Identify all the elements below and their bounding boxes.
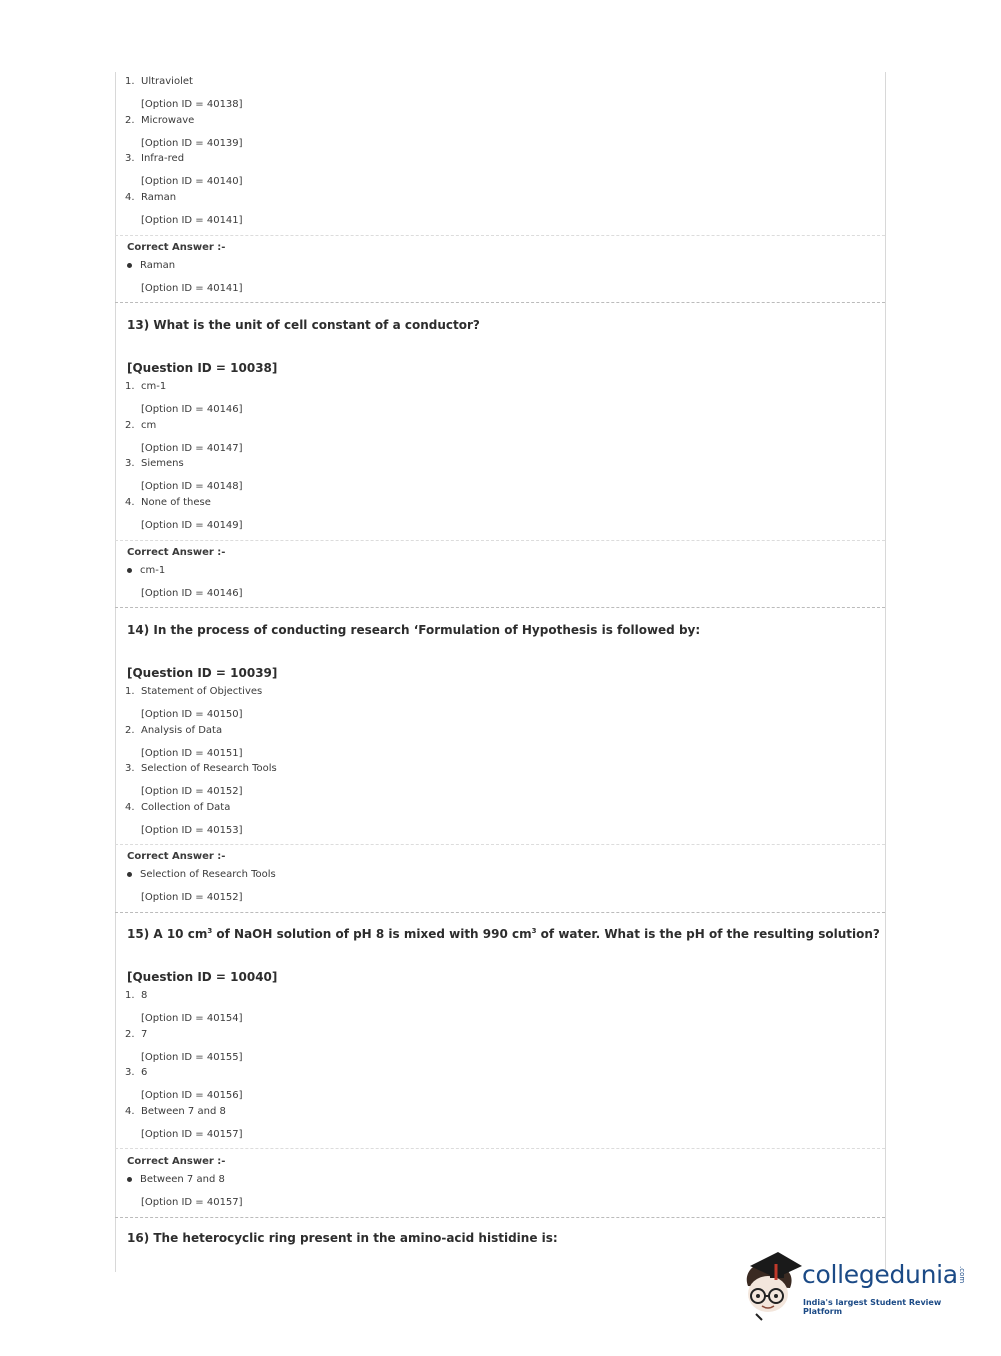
option-id: [Option ID = 40153] [141, 824, 243, 836]
option-row [115, 1064, 885, 1103]
option-id: [Option ID = 40149] [141, 519, 243, 531]
correct-answer-option-id: [Option ID = 40141] [141, 283, 243, 294]
option-row [115, 73, 885, 112]
option-row [115, 417, 885, 456]
correct-answer-option-id: [Option ID = 40157] [141, 1197, 243, 1208]
question-title: 13) What is the unit of cell constant of a conductor? [127, 318, 480, 332]
option-number: 4. [125, 801, 135, 813]
correct-answer-value: Raman [127, 260, 175, 271]
correct-answer-label: Correct Answer :- [127, 242, 226, 253]
question-14-header [115, 623, 885, 683]
option-number: 3. [125, 153, 135, 164]
option-number: 1. [125, 381, 135, 392]
option-id: [Option ID = 40156] [141, 1090, 243, 1101]
logo-domain-suffix: .com [958, 1266, 966, 1284]
option-id: [Option ID = 40151] [141, 747, 243, 759]
q13-options [115, 378, 885, 532]
option-text: cm-1 [141, 381, 167, 392]
logo-tagline: India's largest Student Review Platform [803, 1298, 942, 1316]
option-id: [Option ID = 40152] [141, 786, 243, 797]
divider [115, 235, 885, 236]
option-text: Statement of Objectives [141, 686, 263, 697]
question-id: [Question ID = 10039] [127, 666, 278, 680]
option-number: 4. [125, 191, 135, 203]
option-row [115, 112, 885, 151]
option-text: Raman [141, 191, 177, 203]
question-15-header [115, 927, 885, 987]
option-id: [Option ID = 40148] [141, 481, 243, 492]
correct-answer-value: cm-1 [127, 565, 165, 576]
divider [115, 1148, 885, 1149]
option-text: Infra-red [141, 153, 185, 164]
question-title: 15) A 10 $cm^3$ of NaOH solution of pH 8 is mixed with 990 $cm^3$ of water. What is the pH of the resulting solution? [127, 927, 880, 941]
option-text: Ultraviolet [141, 76, 193, 87]
q14-options [115, 683, 885, 837]
option-id: [Option ID = 40150] [141, 709, 243, 720]
divider [115, 540, 885, 541]
option-number: 3. [125, 763, 135, 774]
option-id: [Option ID = 40154] [141, 1013, 243, 1024]
option-number: 2. [125, 114, 135, 126]
option-id: [Option ID = 40157] [141, 1128, 243, 1140]
option-id: [Option ID = 40147] [141, 442, 243, 454]
option-number: 3. [125, 1067, 135, 1078]
divider [115, 844, 885, 845]
question-13-header [115, 318, 885, 378]
correct-answer-label: Correct Answer :- [127, 1156, 226, 1167]
q15-correct-answer [115, 1154, 885, 1214]
option-number: 1. [125, 76, 135, 87]
option-id: [Option ID = 40138] [141, 99, 243, 110]
q12-correct-answer [115, 240, 885, 300]
option-row [115, 494, 885, 533]
option-text: Microwave [141, 114, 195, 126]
option-text: Analysis of Data [141, 724, 223, 736]
option-id: [Option ID = 40141] [141, 214, 243, 226]
option-row [115, 799, 885, 838]
option-row [115, 722, 885, 761]
option-id: [Option ID = 40140] [141, 176, 243, 187]
option-row [115, 378, 885, 417]
q13-correct-answer [115, 545, 885, 605]
option-id: [Option ID = 40155] [141, 1051, 243, 1063]
option-row [115, 683, 885, 722]
option-text: cm [141, 419, 157, 431]
option-text: Selection of Research Tools [141, 763, 277, 774]
question-divider [115, 607, 885, 608]
bullet-icon [127, 568, 132, 573]
option-number: 2. [125, 419, 135, 431]
option-row [115, 455, 885, 494]
option-id: [Option ID = 40139] [141, 137, 243, 149]
option-number: 3. [125, 458, 135, 469]
correct-answer-value: Selection of Research Tools [127, 869, 276, 880]
option-text: 7 [141, 1028, 148, 1040]
option-number: 4. [125, 496, 135, 508]
option-text: 6 [141, 1067, 148, 1078]
q15-options [115, 987, 885, 1141]
correct-answer-label: Correct Answer :- [127, 547, 226, 558]
question-id: [Question ID = 10038] [127, 361, 278, 375]
option-row [115, 760, 885, 799]
logo-wordmark: collegedunia [802, 1260, 958, 1289]
q12-options [115, 73, 885, 227]
option-id: [Option ID = 40146] [141, 404, 243, 415]
question-divider [115, 912, 885, 913]
mascot-icon [740, 1248, 804, 1323]
bullet-icon [127, 872, 132, 877]
question-title: 16) The heterocyclic ring present in the amino-acid histidine is: [127, 1231, 558, 1245]
bullet-icon [127, 1177, 132, 1182]
question-title: 14) In the process of conducting research ‘Formulation of Hypothesis is followed by: [127, 623, 701, 637]
q14-correct-answer [115, 849, 885, 909]
option-text: 8 [141, 990, 148, 1001]
option-row [115, 189, 885, 228]
option-text: Siemens [141, 458, 184, 469]
option-number: 2. [125, 1028, 135, 1040]
question-divider [115, 1217, 885, 1218]
option-number: 1. [125, 686, 135, 697]
question-id: [Question ID = 10040] [127, 970, 278, 984]
option-number: 1. [125, 990, 135, 1001]
option-number: 4. [125, 1105, 135, 1117]
correct-answer-option-id: [Option ID = 40152] [141, 892, 243, 903]
option-row [115, 1103, 885, 1142]
option-row [115, 1026, 885, 1065]
correct-answer-label: Correct Answer :- [127, 851, 226, 862]
bullet-icon [127, 263, 132, 268]
option-text: Between 7 and 8 [141, 1105, 226, 1117]
collegedunia-logo[interactable] [740, 1248, 970, 1323]
question-divider [115, 302, 885, 303]
option-number: 2. [125, 724, 135, 736]
option-row [115, 150, 885, 189]
correct-answer-option-id: [Option ID = 40146] [141, 588, 243, 599]
option-row [115, 987, 885, 1026]
option-text: None of these [141, 496, 211, 508]
correct-answer-value: Between 7 and 8 [127, 1174, 225, 1185]
option-text: Collection of Data [141, 801, 231, 813]
